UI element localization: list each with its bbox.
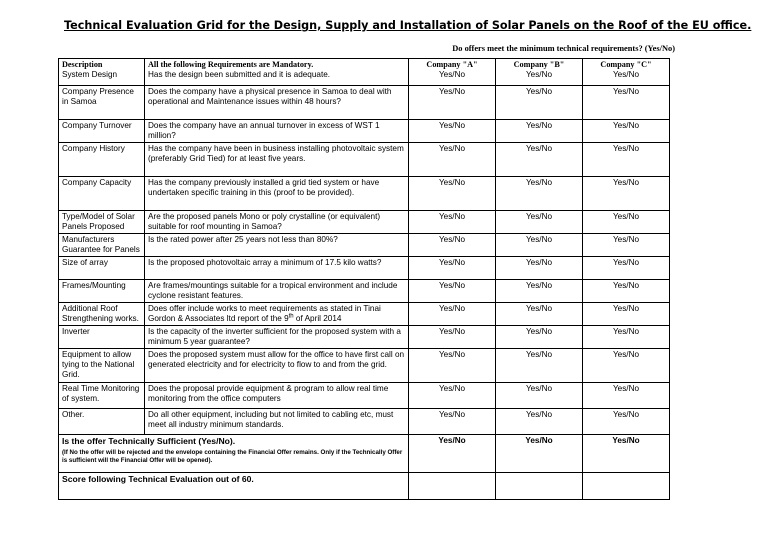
row-answer-a: Yes/No [409,409,496,435]
header-company-c [583,59,670,86]
row-answer-a: Yes/No [409,349,496,383]
score-row [59,473,670,500]
row-answer-b: Yes/No [496,120,583,143]
company-c-answer: Yes/No [612,70,640,79]
row-requirement: Has the company previously installed a grid tied system or have undertaken specific training in this (proof to be provided). [145,177,409,211]
offers-heading: Do offers meet the minimum technical requirements? (Yes/No) [452,44,675,53]
sufficiency-note: (If No the offer will be rejected and the envelope containing the Financial Offer remains. Only if the Technically Offer is sufficient will the Financial Offer will be opened). [62,449,403,464]
sufficiency-row [59,435,670,473]
company-a-label: Company "A" [426,60,478,69]
row-requirement: Is the rated power after 25 years not less than 80%? [145,234,409,257]
system-design-label: System Design [62,70,118,79]
sufficiency-answer-c: Yes/No [583,435,670,473]
row-answer-b: Yes/No [496,409,583,435]
row-requirement: Does the company have an annual turnover in excess of WST 1 million? [145,120,409,143]
row-description: Manufacturers Guarantee for Panels [59,234,145,257]
row-answer-c: Yes/No [583,143,670,177]
row-answer-b: Yes/No [496,383,583,409]
table-row [59,143,670,177]
score-value-a [409,473,496,500]
row-answer-b: Yes/No [496,257,583,280]
row-answer-a: Yes/No [409,234,496,257]
description-label: Description [62,60,103,69]
table-row [59,280,670,303]
row-description: Equipment to allow tying to the National Grid. [59,349,145,383]
table-row [59,211,670,234]
row-answer-a: Yes/No [409,177,496,211]
header-requirements-cell [145,59,409,86]
sufficiency-answer-b: Yes/No [496,435,583,473]
row-answer-a: Yes/No [409,257,496,280]
row-answer-c: Yes/No [583,303,670,326]
row-answer-c: Yes/No [583,280,670,303]
row-requirement: Is the proposed photovoltaic array a minimum of 17.5 kilo watts? [145,257,409,280]
row-description: Additional Roof Strengthening works. [59,303,145,326]
row-requirement [145,303,409,326]
header-company-b [496,59,583,86]
row-description: Inverter [59,326,145,349]
row-description: Real Time Monitoring of system. [59,383,145,409]
ordinal-suffix: th [288,313,294,320]
row-answer-b: Yes/No [496,143,583,177]
score-label: Score following Technical Evaluation out of 60. [62,474,254,484]
row-answer-c: Yes/No [583,234,670,257]
requirement-text: Does offer include works to meet requirements as stated in Tinai Gordon & Associates ltd report of the 9 [148,304,381,323]
row-answer-a: Yes/No [409,86,496,120]
company-a-answer: Yes/No [438,70,466,79]
row-description: Company Turnover [59,120,145,143]
row-answer-c: Yes/No [583,383,670,409]
score-value-c [583,473,670,500]
row-answer-a: Yes/No [409,280,496,303]
table-row [59,86,670,120]
header-company-a [409,59,496,86]
row-description: Company History [59,143,145,177]
row-answer-c: Yes/No [583,86,670,120]
requirements-label: All the following Requirements are Mandatory. [148,60,314,69]
score-cell [59,473,409,500]
table-row [59,177,670,211]
evaluation-table [58,58,670,500]
row-description: Frames/Mounting [59,280,145,303]
table-row [59,303,670,326]
row-answer-c: Yes/No [583,120,670,143]
table-row [59,120,670,143]
row-description: Type/Model of Solar Panels Proposed [59,211,145,234]
document-title: Technical Evaluation Grid for the Design, Supply and Installation of Solar Panels on the Roof of the EU office. [64,19,752,32]
row-answer-c: Yes/No [583,177,670,211]
row-requirement: Does the proposed system must allow for the office to have first call on generated electricity and for electricity to flow to and from the grid. [145,349,409,383]
row-answer-b: Yes/No [496,280,583,303]
row-answer-b: Yes/No [496,86,583,120]
row-description: Size of array [59,257,145,280]
row-answer-c: Yes/No [583,257,670,280]
row-answer-a: Yes/No [409,326,496,349]
row-answer-a: Yes/No [409,383,496,409]
row-description: Company Presence in Samoa [59,86,145,120]
row-requirement: Are frames/mountings suitable for a tropical environment and include cyclone resistant features. [145,280,409,303]
row-answer-b: Yes/No [496,234,583,257]
table-row [59,257,670,280]
row-requirement: Is the capacity of the inverter sufficient for the proposed system with a minimum 5 year guarantee? [145,326,409,349]
row-answer-c: Yes/No [583,211,670,234]
requirements-sub: Has the design been submitted and it is adequate. [148,70,331,79]
row-answer-c: Yes/No [583,349,670,383]
row-answer-b: Yes/No [496,303,583,326]
company-b-answer: Yes/No [525,70,553,79]
row-description: Company Capacity [59,177,145,211]
row-answer-a: Yes/No [409,120,496,143]
requirement-text-end: of April 2014 [293,314,342,323]
table-row [59,234,670,257]
row-requirement: Does the proposal provide equipment & program to allow real time monitoring from the office computers [145,383,409,409]
score-value-b [496,473,583,500]
table-row [59,326,670,349]
company-c-label: Company "C" [600,60,652,69]
sufficiency-answer-a: Yes/No [409,435,496,473]
header-row [59,59,670,86]
table-row [59,409,670,435]
row-answer-c: Yes/No [583,409,670,435]
row-answer-a: Yes/No [409,303,496,326]
row-answer-b: Yes/No [496,177,583,211]
row-answer-a: Yes/No [409,143,496,177]
table-row [59,349,670,383]
sufficiency-cell [59,435,409,473]
row-requirement: Does the company have a physical presence in Samoa to deal with operational and Maintenance issues within 48 hours? [145,86,409,120]
row-description: Other. [59,409,145,435]
company-b-label: Company "B" [513,60,565,69]
table-row [59,383,670,409]
row-requirement: Do all other equipment, including but not limited to cabling etc, must meet all industry minimum standards. [145,409,409,435]
row-answer-c: Yes/No [583,326,670,349]
row-answer-a: Yes/No [409,211,496,234]
sufficiency-label: Is the offer Technically Sufficient (Yes/No). [62,436,236,446]
row-answer-b: Yes/No [496,349,583,383]
row-requirement: Has the company have been in business installing photovoltaic system (preferably Grid Tied) for at least five years. [145,143,409,177]
row-answer-b: Yes/No [496,211,583,234]
row-requirement: Are the proposed panels Mono or poly crystalline (or equivalent) suitable for roof mounting in Samoa? [145,211,409,234]
row-answer-b: Yes/No [496,326,583,349]
header-description-cell [59,59,145,86]
